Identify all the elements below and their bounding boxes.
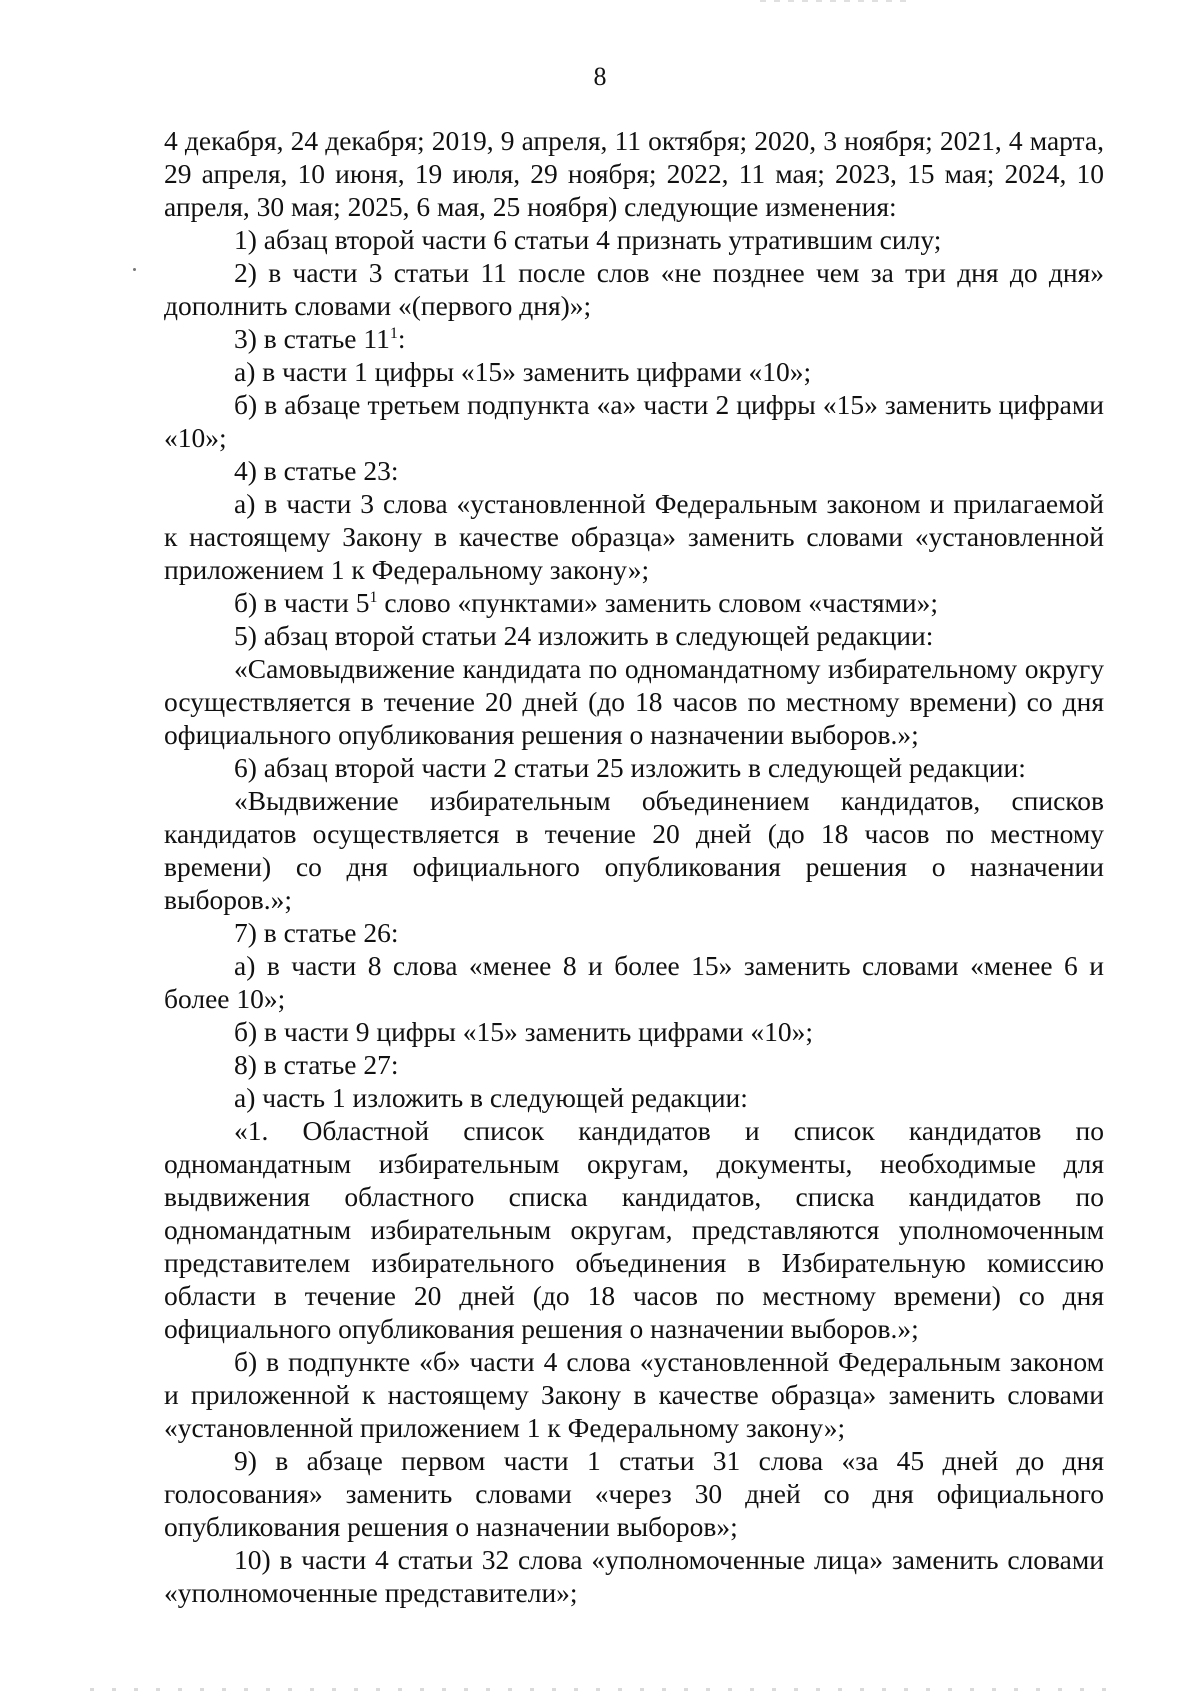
paragraph-item-7a: а) в части 8 слова «менее 8 и более 15» заменить словами «менее 6 и более 10»;	[164, 950, 1104, 1014]
paragraph-quote-5: «Самовыдвижение кандидата по одномандатному избирательному округу осуществляется в течение 20 дней (до 18 часов по местному времени) со дня официального опубликования решения о назначении выборов.»;	[164, 653, 1104, 750]
paragraph-item-4b-after: слово «пунктами» заменить словом «частями»;	[377, 587, 939, 618]
scan-artifact-dot	[133, 268, 136, 271]
paragraph-item-9: 9) в абзаце первом части 1 статьи 31 слова «за 45 дней до дня голосования» заменить словами «через 30 дней со дня официального опубликования решения о назначении выборов»;	[164, 1445, 1104, 1542]
paragraph-item-5: 5) абзац второй статьи 24 изложить в следующей редакции:	[234, 620, 934, 651]
paragraph-item-2: 2) в части 3 статьи 11 после слов «не позднее чем за три дня до дня» дополнить словами «(первого дня)»;	[164, 257, 1104, 321]
paragraph-item-8b: б) в подпункте «б» части 4 слова «установленной Федеральным законом и приложенной к настоящему Закону в качестве образца» заменить словами «установленной приложением 1 к Федеральному закону»;	[164, 1346, 1104, 1443]
superscript: 1	[369, 588, 378, 606]
scan-artifact-top	[760, 0, 910, 2]
paragraph-continuation: 4 декабря, 24 декабря; 2019, 9 апреля, 11 октября; 2020, 3 ноября; 2021, 4 марта, 29 апреля, 10 июня, 19 июля, 29 ноября; 2022, 11 мая; 2023, 15 мая; 2024, 10 апреля, 30 мая; 2025, 6 мая, 25 ноября) следующие изменения:	[164, 125, 1104, 222]
paragraph-item-3	[164, 322, 1104, 355]
paragraph-item-8: 8) в статье 27:	[234, 1049, 399, 1080]
page-number: 8	[593, 62, 607, 91]
paragraph-item-4b-text: б) в части 5	[234, 587, 370, 618]
paragraph-item-8a: а) часть 1 изложить в следующей редакции:	[234, 1082, 748, 1113]
paragraph-quote-8a: «1. Областной список кандидатов и список кандидатов по одномандатным избирательным округам, документы, необходимые для выдвижения областного списка кандидатов, списка кандидатов по одномандатным избирательным округам, представляются уполномоченным представителем избирательного объединения в Избирательную комиссию области в течение 20 дней (до 18 часов по местному времени) со дня официального опубликования решения о назначении выборов.»;	[164, 1115, 1104, 1344]
paragraph-item-3-after: :	[397, 323, 406, 354]
document-body	[164, 124, 1104, 1609]
paragraph-item-3-text: 3) в статье 11	[234, 323, 390, 354]
paragraph-item-6: 6) абзац второй части 2 статьи 25 изложить в следующей редакции:	[234, 752, 1026, 783]
paragraph-item-4b	[164, 586, 1104, 619]
paragraph-quote-6: «Выдвижение избирательным объединением кандидатов, списков кандидатов осуществляется в течение 20 дней (до 18 часов по местному времени) со дня официального опубликования решения о назначении выборов.»;	[164, 785, 1104, 915]
paragraph-item-1: 1) абзац второй части 6 статьи 4 признать утратившим силу;	[234, 224, 942, 255]
paragraph-item-10: 10) в части 4 статьи 32 слова «уполномоченные лица» заменить словами «уполномоченные представители»;	[164, 1544, 1104, 1608]
paragraph-item-3b: б) в абзаце третьем подпункта «а» части 2 цифры «15» заменить цифрами «10»;	[164, 389, 1104, 453]
scan-artifact-bottom	[90, 1688, 1110, 1691]
superscript: 1	[389, 324, 398, 342]
paragraph-item-7b: б) в части 9 цифры «15» заменить цифрами «10»;	[234, 1016, 813, 1047]
paragraph-item-4: 4) в статье 23:	[234, 455, 399, 486]
paragraph-item-3a: а) в части 1 цифры «15» заменить цифрами «10»;	[234, 356, 812, 387]
paragraph-item-7: 7) в статье 26:	[234, 917, 399, 948]
paragraph-item-4a: а) в части 3 слова «установленной Федеральным законом и прилагаемой к настоящему Закону в качестве образца» заменить словами «установленной приложением 1 к Федеральному закону»;	[164, 488, 1104, 585]
